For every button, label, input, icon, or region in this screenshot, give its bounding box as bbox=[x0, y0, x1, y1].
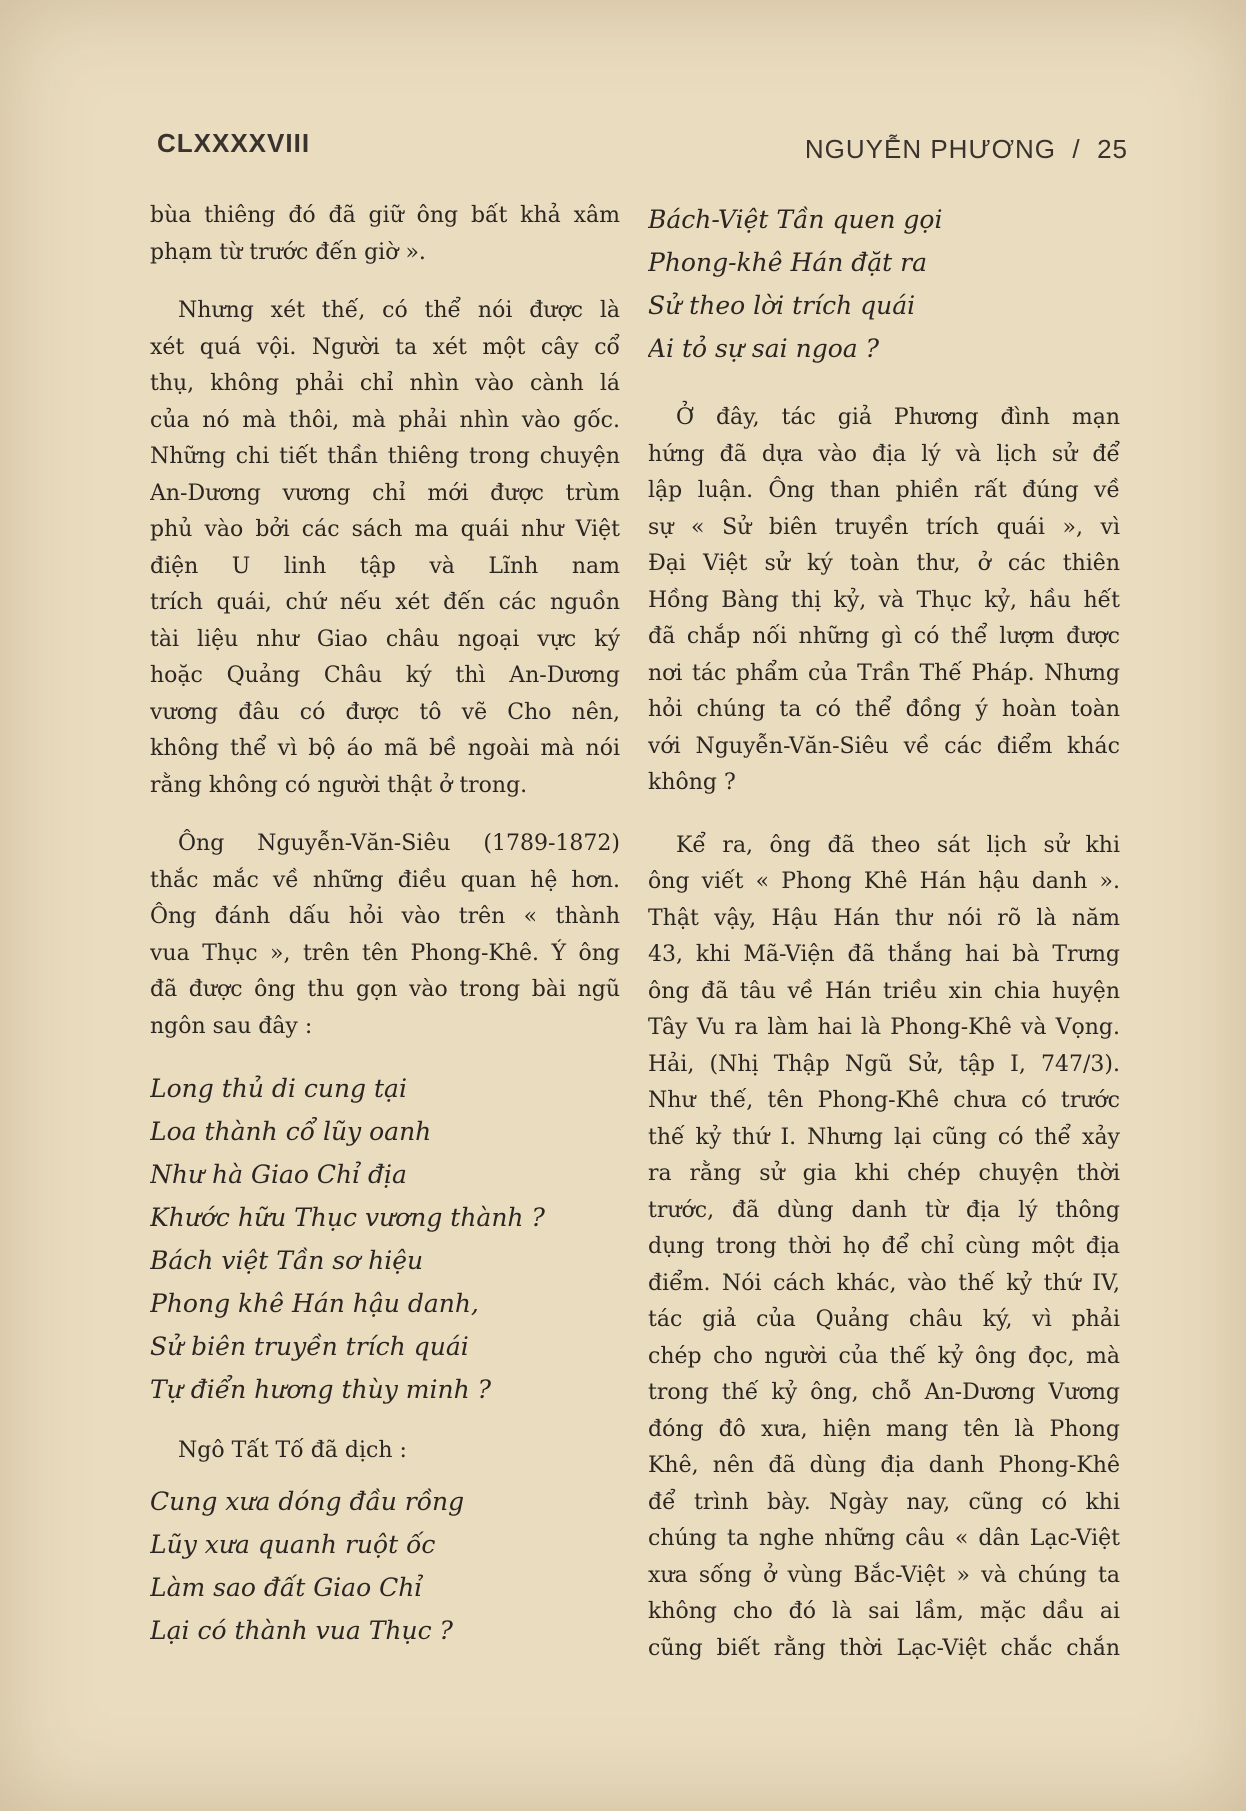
text-line: ông viết « Phong Khê Hán hậu danh ». bbox=[648, 869, 1120, 894]
verse-line: Cung xưa dóng đầu rồng bbox=[150, 1486, 465, 1516]
poem-original bbox=[150, 1067, 620, 1411]
text-line: Những chi tiết thần thiêng trong chuyện bbox=[150, 444, 620, 469]
text-line: chép cho người của thế kỷ ông đọc, mà bbox=[648, 1343, 1120, 1369]
text-line: lập luận. Ông than phiền rất đúng về bbox=[648, 478, 1120, 503]
paragraph-2 bbox=[150, 293, 620, 804]
text-line: hoặc Quảng Châu ký thì An-Dương bbox=[150, 663, 620, 688]
text-line: tác giả của Quảng châu ký, vì phải bbox=[648, 1307, 1120, 1332]
text-line: An-Dương vương chỉ mới được trùm bbox=[150, 480, 620, 506]
text-line: Hồng Bàng thị kỷ, và Thục kỷ, hầu hết bbox=[648, 587, 1120, 613]
left-column bbox=[150, 198, 620, 1652]
verse-line: Bách việt Tần sơ hiệu bbox=[150, 1246, 424, 1275]
poem-translation-continued bbox=[648, 198, 1120, 370]
verse-line: Sử biên truyền trích quái bbox=[150, 1332, 469, 1361]
text-line: thụ, không phải chỉ nhìn vào cành lá bbox=[150, 371, 620, 396]
text-line: điểm. Nói cách khác, vào thế kỷ thứ IV, bbox=[648, 1270, 1120, 1296]
poem-translation bbox=[150, 1480, 620, 1652]
text-line: vua Thục », trên tên Phong-Khê. Ý ông bbox=[150, 940, 620, 966]
text-line: nơi tác phẩm của Trần Thế Pháp. Nhưng bbox=[648, 660, 1120, 686]
text-line: Ông đánh dấu hỏi vào trên « thành bbox=[150, 904, 620, 929]
text-line: trong thế kỷ ông, chỗ An-Dương Vương bbox=[648, 1380, 1120, 1405]
verse-line: Phong khê Hán hậu danh, bbox=[150, 1289, 479, 1318]
text-line: trích quái, chứ nếu xét đến các nguồn bbox=[150, 590, 620, 615]
text-line: Khê, nên đã dùng địa danh Phong-Khê bbox=[648, 1453, 1120, 1478]
verse-line: Phong-khê Hán đặt ra bbox=[648, 248, 928, 277]
paragraph-4 bbox=[648, 400, 1120, 802]
text-line: đóng đô xưa, hiện mang tên là Phong bbox=[648, 1416, 1120, 1442]
text-line: với Nguyễn-Văn-Siêu về các điểm khác bbox=[648, 733, 1120, 759]
text-line: vương đâu có được tô vẽ Cho nên, bbox=[150, 699, 620, 725]
paragraph-5 bbox=[648, 828, 1120, 1668]
text-line: thế kỷ thứ I. Nhưng lại cũng có thể xảy bbox=[648, 1124, 1120, 1150]
text-line: Như thế, tên Phong-Khê chưa có trước bbox=[648, 1088, 1120, 1113]
text-line: hỏi chúng ta có thể đồng ý hoàn toàn bbox=[648, 697, 1120, 722]
text-line: Đại Việt sử ký toàn thư, ở các thiên bbox=[648, 551, 1120, 576]
verse-line: Ai tỏ sự sai ngoa ? bbox=[648, 334, 880, 363]
text-line: không cho đó là sai lầm, mặc dầu ai bbox=[648, 1599, 1120, 1624]
text-line: phạm từ trước đến giờ ». bbox=[150, 239, 426, 265]
text-line: dụng trong thời họ để chỉ cùng một địa bbox=[648, 1234, 1120, 1259]
text-line: sự « Sử biên truyền trích quái », vì bbox=[648, 514, 1120, 540]
text-line: bùa thiêng đó đã giữ ông bất khả xâm bbox=[150, 203, 620, 228]
text-line: xưa sống ở vùng Bắc-Việt » và chúng ta bbox=[648, 1562, 1120, 1588]
text-line: xét quá vội. Người ta xét một cây cổ bbox=[150, 334, 620, 360]
verse-line: Sử theo lời trích quái bbox=[648, 291, 916, 320]
text-line: đã chắp nối những gì có thể lượm được bbox=[648, 624, 1120, 649]
translator-line: Ngô Tất Tố đã dịch : bbox=[178, 1438, 407, 1463]
text-line: của nó mà thôi, mà phải nhìn vào gốc. bbox=[150, 407, 620, 433]
verse-line: Bách-Việt Tần quen gọi bbox=[648, 205, 943, 234]
text-line: Kể ra, ông đã theo sát lịch sử khi bbox=[676, 832, 1120, 858]
text-line: Tây Vu ra làm hai là Phong-Khê và Vọng. bbox=[648, 1015, 1120, 1040]
text-line: tài liệu như Giao châu ngoại vực ký bbox=[150, 626, 620, 652]
text-line: không thể vì bộ áo mã bề ngoài mà nói bbox=[150, 736, 620, 761]
text-line: 43, khi Mã-Viện đã thắng hai bà Trưng bbox=[648, 942, 1120, 967]
text-line: không ? bbox=[648, 770, 736, 795]
verse-line: Khước hữu Thục vương thành ? bbox=[150, 1203, 545, 1232]
text-line: phủ vào bởi các sách ma quái như Việt bbox=[150, 517, 620, 542]
verse-line: Như hà Giao Chỉ địa bbox=[150, 1160, 407, 1189]
paragraph-3 bbox=[150, 826, 620, 1045]
running-head-left: CLXXXXVIII bbox=[157, 128, 311, 158]
text-line: chúng ta nghe những câu « dân Lạc-Việt bbox=[648, 1526, 1120, 1551]
text-line: ngôn sau đây : bbox=[150, 1013, 313, 1039]
text-line: Ông Nguyễn-Văn-Siêu (1789-1872) bbox=[178, 831, 620, 856]
text-line: thắc mắc về những điều quan hệ hơn. bbox=[150, 867, 620, 893]
running-head-right: NGUYỄN PHƯƠNG / 25 bbox=[804, 134, 1128, 164]
paragraph-1 bbox=[150, 198, 620, 271]
page-header bbox=[0, 128, 1246, 168]
right-column bbox=[648, 198, 1120, 1667]
text-line: điện U linh tập và Lĩnh nam bbox=[150, 553, 620, 579]
text-line: đã được ông thu gọn vào trong bài ngũ bbox=[150, 977, 620, 1002]
verse-line: Lũy xưa quanh ruột ốc bbox=[150, 1529, 436, 1559]
text-line: Nhưng xét thế, có thể nói được là bbox=[178, 298, 620, 323]
verse-line: Tự điển hương thùy minh ? bbox=[150, 1375, 492, 1404]
text-line: để trình bày. Ngày nay, cũng có khi bbox=[648, 1489, 1120, 1515]
text-line: rằng không có người thật ở trong. bbox=[150, 772, 528, 798]
text-line: cũng biết rằng thời Lạc-Việt chắc chắn bbox=[648, 1635, 1120, 1661]
text-line: trước, đã dùng danh từ địa lý thông bbox=[648, 1197, 1120, 1223]
text-line: Ở đây, tác giả Phương đình mạn bbox=[676, 405, 1120, 430]
verse-line: Làm sao đất Giao Chỉ bbox=[150, 1572, 423, 1602]
text-line: hứng đã dựa vào địa lý và lịch sử để bbox=[648, 441, 1120, 467]
text-line: Hải, (Nhị Thập Ngũ Sử, tập I, 747/3). bbox=[648, 1051, 1120, 1077]
text-line: Thật vậy, Hậu Hán thư nói rõ là năm bbox=[648, 905, 1120, 931]
text-line: ra rằng sử gia khi chép chuyện thời bbox=[648, 1161, 1120, 1186]
verse-line: Loa thành cổ lũy oanh bbox=[150, 1117, 432, 1146]
text-line: ông đã tâu về Hán triều xin chia huyện bbox=[648, 978, 1120, 1004]
verse-line: Lại có thành vua Thục ? bbox=[150, 1615, 453, 1645]
verse-line: Long thủ di cung tại bbox=[150, 1074, 407, 1103]
